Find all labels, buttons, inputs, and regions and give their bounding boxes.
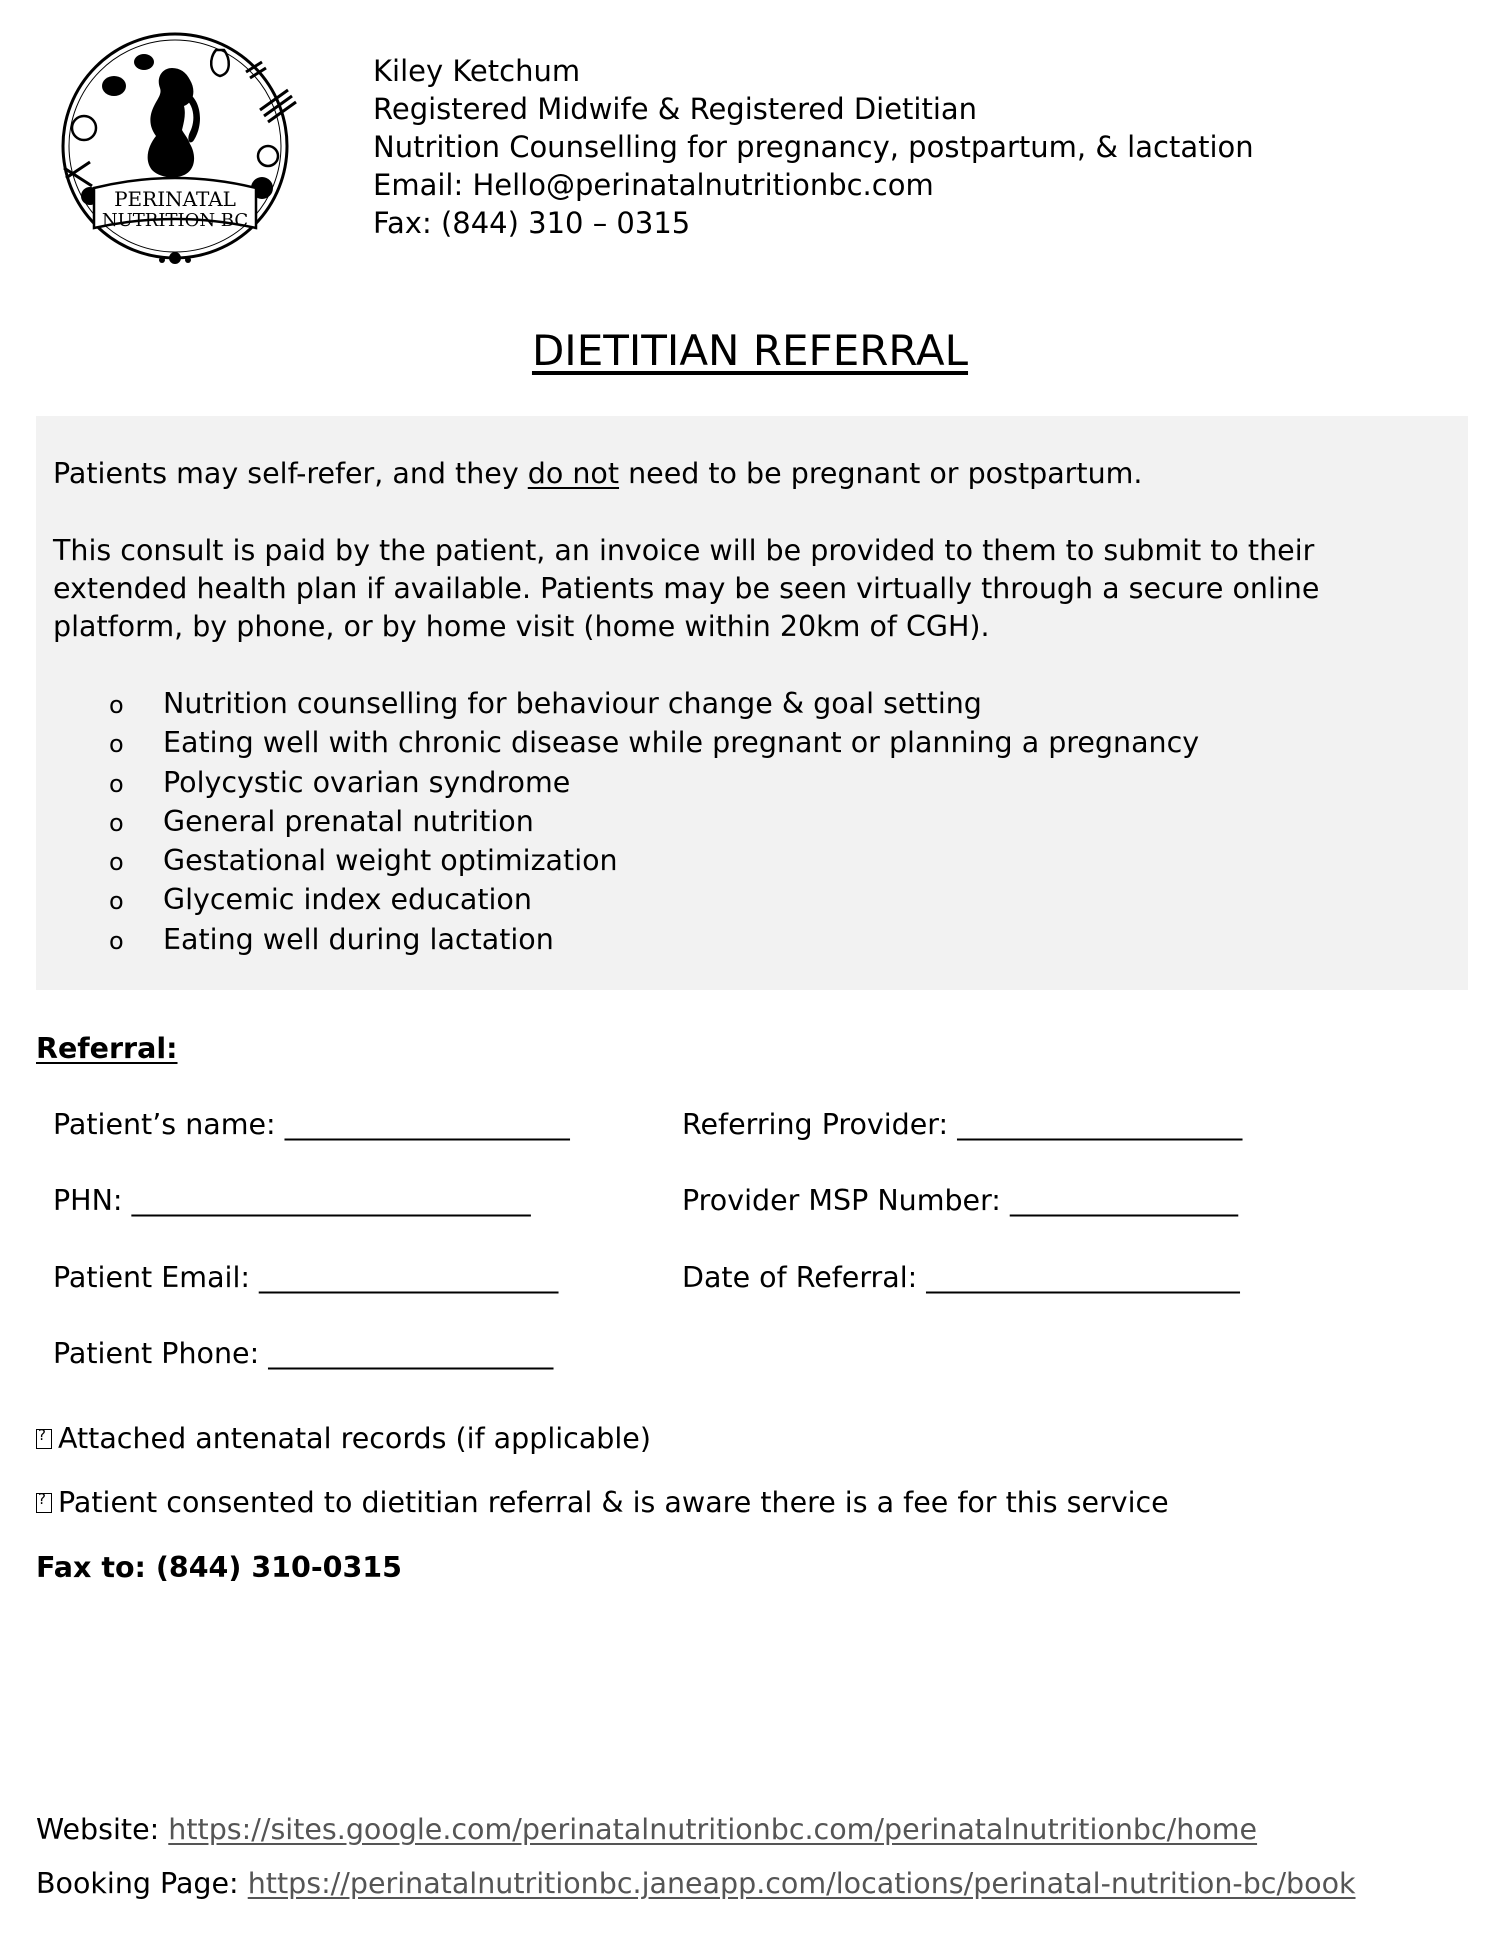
date-of-referral-field[interactable]: Date of Referral: ______________________ <box>682 1261 1240 1294</box>
list-item-text: Eating well with chronic disease while pregnant or planning a pregnancy <box>163 726 1200 760</box>
consent-label: Patient consented to dietitian referral & is aware there is a fee for this service <box>58 1486 1169 1519</box>
list-item-text: Nutrition counselling for behaviour change & goal setting <box>163 687 982 720</box>
bullet-icon: o <box>109 808 124 837</box>
payment-note <box>53 532 1319 646</box>
phn-field[interactable]: PHN: ____________________________ <box>53 1184 531 1217</box>
provider-email: Email: Hello@perinatalnutritionbc.com <box>373 168 934 202</box>
website-label: Website: <box>36 1813 169 1846</box>
patient-name-field[interactable]: Patient’s name: ____________________ <box>53 1108 570 1141</box>
website-link[interactable]: https://sites.google.com/perinatalnutritionbc.com/perinatalnutritionbc/home <box>168 1813 1258 1846</box>
list-item <box>53 803 1199 842</box>
self-refer-text-end: need to be pregnant or postpartum. <box>619 457 1143 490</box>
patient-phone-field[interactable]: Patient Phone: ____________________ <box>53 1337 554 1370</box>
list-item-text: Eating well during lactation <box>163 922 554 956</box>
self-refer-note <box>53 455 1142 493</box>
list-item <box>53 881 1199 920</box>
fax-to: Fax to: (844) 310-0315 <box>36 1551 402 1584</box>
bullet-icon: o <box>109 926 124 955</box>
list-item-text: General prenatal nutrition <box>163 804 534 838</box>
bullet-icon: o <box>109 730 124 759</box>
list-item <box>53 724 1199 763</box>
contact-block <box>373 52 1254 242</box>
provider-name: Kiley Ketchum <box>373 54 581 88</box>
booking-row <box>36 1867 1356 1900</box>
checkbox-icon[interactable] <box>36 1429 52 1449</box>
bullet-icon: o <box>109 887 124 916</box>
self-refer-emphasis: do not <box>527 457 620 490</box>
patient-email-field[interactable]: Patient Email: _____________________ <box>53 1261 559 1294</box>
provider-msp-field[interactable]: Provider MSP Number: ________________ <box>682 1184 1238 1217</box>
logo-text-line2: NUTRITION BC <box>101 210 249 231</box>
services-list <box>53 685 1199 960</box>
website-row <box>36 1813 1257 1846</box>
checkbox-icon[interactable] <box>36 1493 52 1513</box>
self-refer-text-start: Patients may self-refer, and they <box>53 457 528 490</box>
provider-credentials: Registered Midwife & Registered Dietitian <box>373 92 978 126</box>
list-item-text: Polycystic ovarian syndrome <box>163 765 571 799</box>
list-item-text: Gestational weight optimization <box>163 844 618 878</box>
list-item-text: Glycemic index education <box>163 883 532 917</box>
bullet-icon: o <box>109 769 124 798</box>
bullet-icon: o <box>109 848 124 877</box>
booking-link[interactable]: https://perinatalnutritionbc.janeapp.com/locations/perinatal-nutrition-bc/book <box>247 1867 1356 1900</box>
list-item <box>53 921 1199 960</box>
bullet-icon: o <box>109 691 124 719</box>
antenatal-records-label: Attached antenatal records (if applicable) <box>58 1422 651 1455</box>
provider-services: Nutrition Counselling for pregnancy, postpartum, & lactation <box>373 130 1254 164</box>
antenatal-records-checkbox-row[interactable] <box>36 1422 651 1455</box>
consent-checkbox-row[interactable] <box>36 1486 1169 1519</box>
list-item <box>53 764 1199 803</box>
referring-provider-field[interactable]: Referring Provider: ____________________ <box>682 1108 1243 1141</box>
logo-text-line1: PERINATAL <box>114 187 236 211</box>
booking-label: Booking Page: <box>36 1867 248 1900</box>
payment-note-line: platform, by phone, or by home visit (home within 20km of CGH). <box>53 610 990 643</box>
list-item <box>53 685 1199 724</box>
payment-note-line: This consult is paid by the patient, an invoice will be provided to them to submit to their <box>53 534 1315 567</box>
payment-note-line: extended health plan if available. Patients may be seen virtually through a secure online <box>53 572 1320 605</box>
perinatal-nutrition-bc-logo <box>44 28 306 273</box>
provider-fax: Fax: (844) 310 – 0315 <box>373 206 691 240</box>
page-title: DIETITIAN REFERRAL <box>531 326 969 375</box>
list-item <box>53 842 1199 881</box>
referral-heading: Referral: <box>36 1032 178 1065</box>
